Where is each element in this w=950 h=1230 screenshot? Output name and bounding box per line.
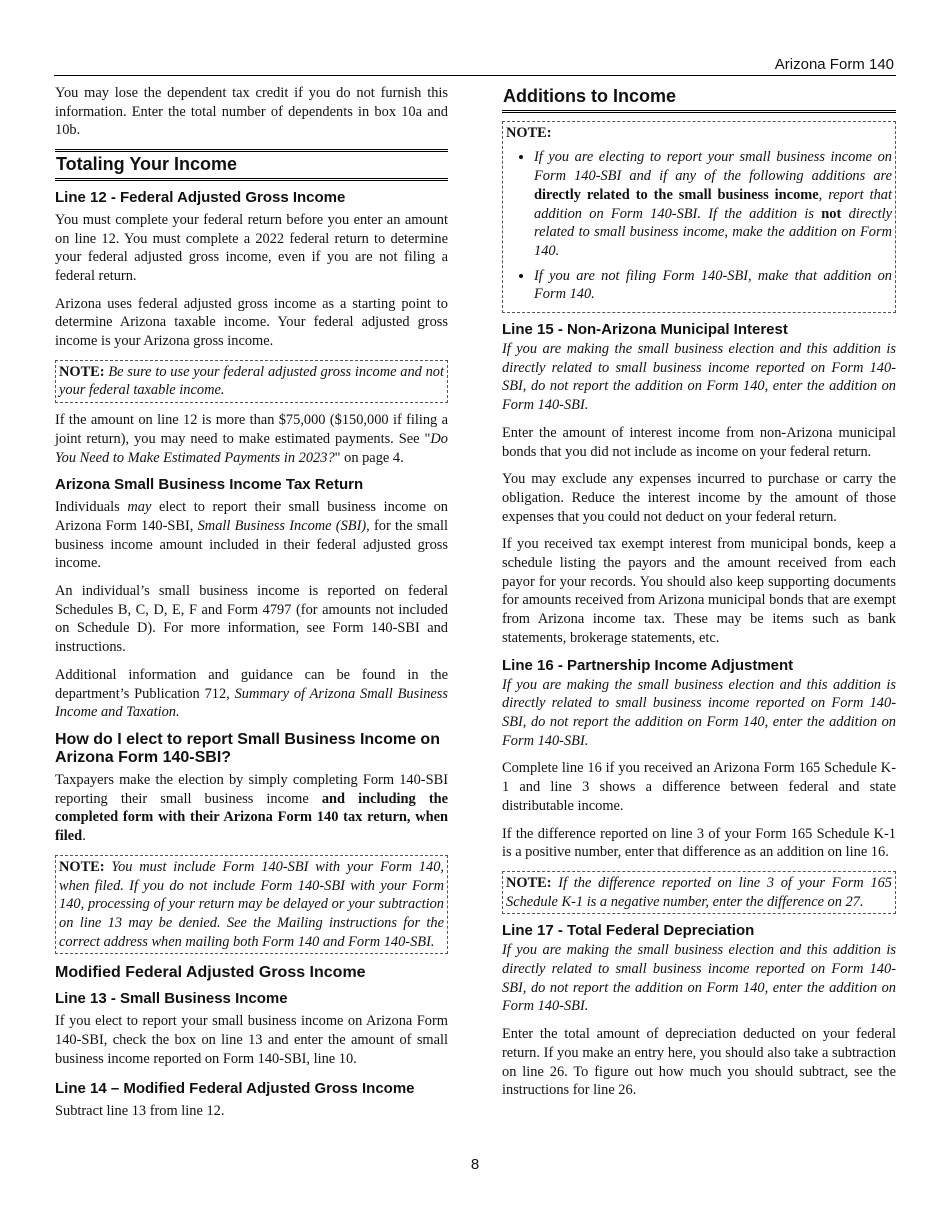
note-bullet-1: • If you are electing to report your small business income on Form 140-SBI and if any of the following additions are directly related to the small business income, report that addition on Form 140-SBI. If the addition is not directly related to small business income, make the addition on Form 140. xyxy=(534,148,892,260)
note-box-include-sbi xyxy=(55,855,448,955)
modified-agi-heading: Modified Federal Adjusted Gross Income xyxy=(55,964,366,982)
line16-election-note: If you are making the small business election and this addition is directly related to small business income reported on Form 140-SBI, do not report the addition on Form 140, enter the addition on Form 140-SBI. xyxy=(502,676,896,749)
line12-heading: Line 12 - Federal Adjusted Gross Income xyxy=(55,188,346,206)
right-column xyxy=(502,84,896,1109)
note-bullet-list xyxy=(506,148,892,304)
line15-paragraph-2: You may exclude any expenses incurred to purchase or carry the obligation. Reduce the interest income by the amount of those expenses that you could not deduct on your federal return. xyxy=(502,471,896,525)
page-number: 8 xyxy=(470,1156,480,1173)
line15-election-note: If you are making the small business election and this addition is directly related to small business income reported on Form 140-SBI, do not report the addition on Form 140, enter the addition on Form 140-SBI. xyxy=(502,341,896,414)
estimated-payments-paragraph: If the amount on line 12 is more than $75,000 ($150,000 if filing a joint return), you may need to make estimated payments. See "Do You Need to Make Estimated Payments in 2023?" on page 4. xyxy=(55,412,448,466)
dependents-intro: You may lose the dependent tax credit if you do not furnish this information. Enter the total number of dependents in box 10a and 10b. xyxy=(55,85,448,139)
note-label: NOTE: xyxy=(59,363,105,380)
note-box-additions xyxy=(502,121,896,313)
line12-paragraph-2: Arizona uses federal adjusted gross income as a starting point to determine Arizona taxable income. Your federal adjusted gross income is your Arizona gross income. xyxy=(55,295,448,350)
note-label: NOTE: xyxy=(506,874,552,891)
form-title: Arizona Form 140 xyxy=(774,56,894,73)
line17-paragraph: Enter the total amount of depreciation deducted on your federal return. If you make an entry here, you should also take a subtraction on line 26. To figure out how much you should subtract, see the instructions for line 26. xyxy=(502,1026,896,1099)
line12-paragraph-1: You must complete your federal return before you enter an amount on line 12. You must complete a 2022 federal return to determine your federal adjusted gross income, even if you are not filing a federal return. xyxy=(55,211,448,284)
line15-paragraph-1: Enter the amount of interest income from non-Arizona municipal bonds that you did not include as income on your federal return. xyxy=(502,424,896,460)
sbi-paragraph-2: An individual’s small business income is reported on federal Schedules B, C, D, E, F and Form 4797 (for amounts not included on Schedule D). For more information, see Form 140-SBI and instructions. xyxy=(55,583,448,656)
note-text: You must include Form 140-SBI with your Form 140, when filed. If you do not include Form 140-SBI with your Form 140, processing of your return may be delayed or your subtraction on line 13 may be denied. See the Mailing instructions for the correct address when mailing both Form 140 and Form 140-SBI. xyxy=(59,858,444,950)
sbi-paragraph-1: Individuals may elect to report their small business income on Arizona Form 140-SBI, Small Business Income (SBI), for the small business income amount included in their federal adjusted gross income. xyxy=(55,499,449,572)
line13-heading: Line 13 - Small Business Income xyxy=(55,990,288,1008)
elect-heading: How do I elect to report Small Business Income on Arizona Form 140-SBI? xyxy=(55,730,440,766)
line16-paragraph-2: If the difference reported on line 3 of your Form 165 Schedule K-1 is a positive number, enter that difference as an addition on line 16. xyxy=(502,825,896,861)
note-label: NOTE: xyxy=(506,124,552,141)
note-bullet-2: • If you are not filing Form 140-SBI, make that addition on Form 140. xyxy=(534,267,892,304)
line14-paragraph: Subtract line 13 from line 12. xyxy=(55,1103,225,1120)
line13-paragraph: If you elect to report your small business income on Arizona Form 140-SBI, check the box on line 13 and enter the amount of small business income reported on Form 140-SBI, line 10. xyxy=(55,1013,448,1067)
sbi-paragraph-3: Additional information and guidance can be found in the department’s Publication 712, Summary of Arizona Small Business Income and Taxation. xyxy=(55,666,449,721)
line17-heading: Line 17 - Total Federal Depreciation xyxy=(502,922,755,940)
line15-heading: Line 15 - Non-Arizona Municipal Interest xyxy=(502,321,788,339)
elect-paragraph: Taxpayers make the election by simply completing Form 140-SBI reporting their small business income and including the completed form with their Arizona Form 140 tax return, when filed. xyxy=(55,771,449,845)
header-divider xyxy=(54,75,896,76)
note-box-agi xyxy=(55,360,448,403)
sbi-heading: Arizona Small Business Income Tax Return xyxy=(55,476,364,494)
section-heading-totaling: Totaling Your Income xyxy=(55,149,448,181)
note-text: If the difference reported on line 3 of your Form 165 Schedule K-1 is a negative number, enter the difference on 27. xyxy=(506,874,892,910)
note-box-negative-difference xyxy=(502,871,896,914)
line16-heading: Line 16 - Partnership Income Adjustment xyxy=(502,656,794,674)
line15-paragraph-3: If you received tax exempt interest from municipal bonds, keep a schedule listing the payors and the amount received from each payor for your records. You should also keep supporting documents for amounts received from Arizona municipal bonds that are exempt from Arizona income tax. These may be items such as bank statements, brokerage statements, etc. xyxy=(502,536,896,646)
line17-election-note: If you are making the small business election and this addition is directly related to small business income reported on Form 140-SBI, do not report the addition on Form 140, enter the addition on Form 140-SBI. xyxy=(502,942,896,1015)
line16-paragraph-1: Complete line 16 if you received an Arizona Form 165 Schedule K-1 and line 3 shows a difference between federal and state distributable income. xyxy=(502,760,896,814)
note-text: Be sure to use your federal adjusted gross income and not your federal taxable income. xyxy=(59,363,444,399)
section-heading-additions: Additions to Income xyxy=(502,84,896,113)
line14-heading: Line 14 – Modified Federal Adjusted Gross Income xyxy=(55,1080,415,1098)
left-column xyxy=(55,84,448,1130)
note-label: NOTE: xyxy=(59,858,105,875)
